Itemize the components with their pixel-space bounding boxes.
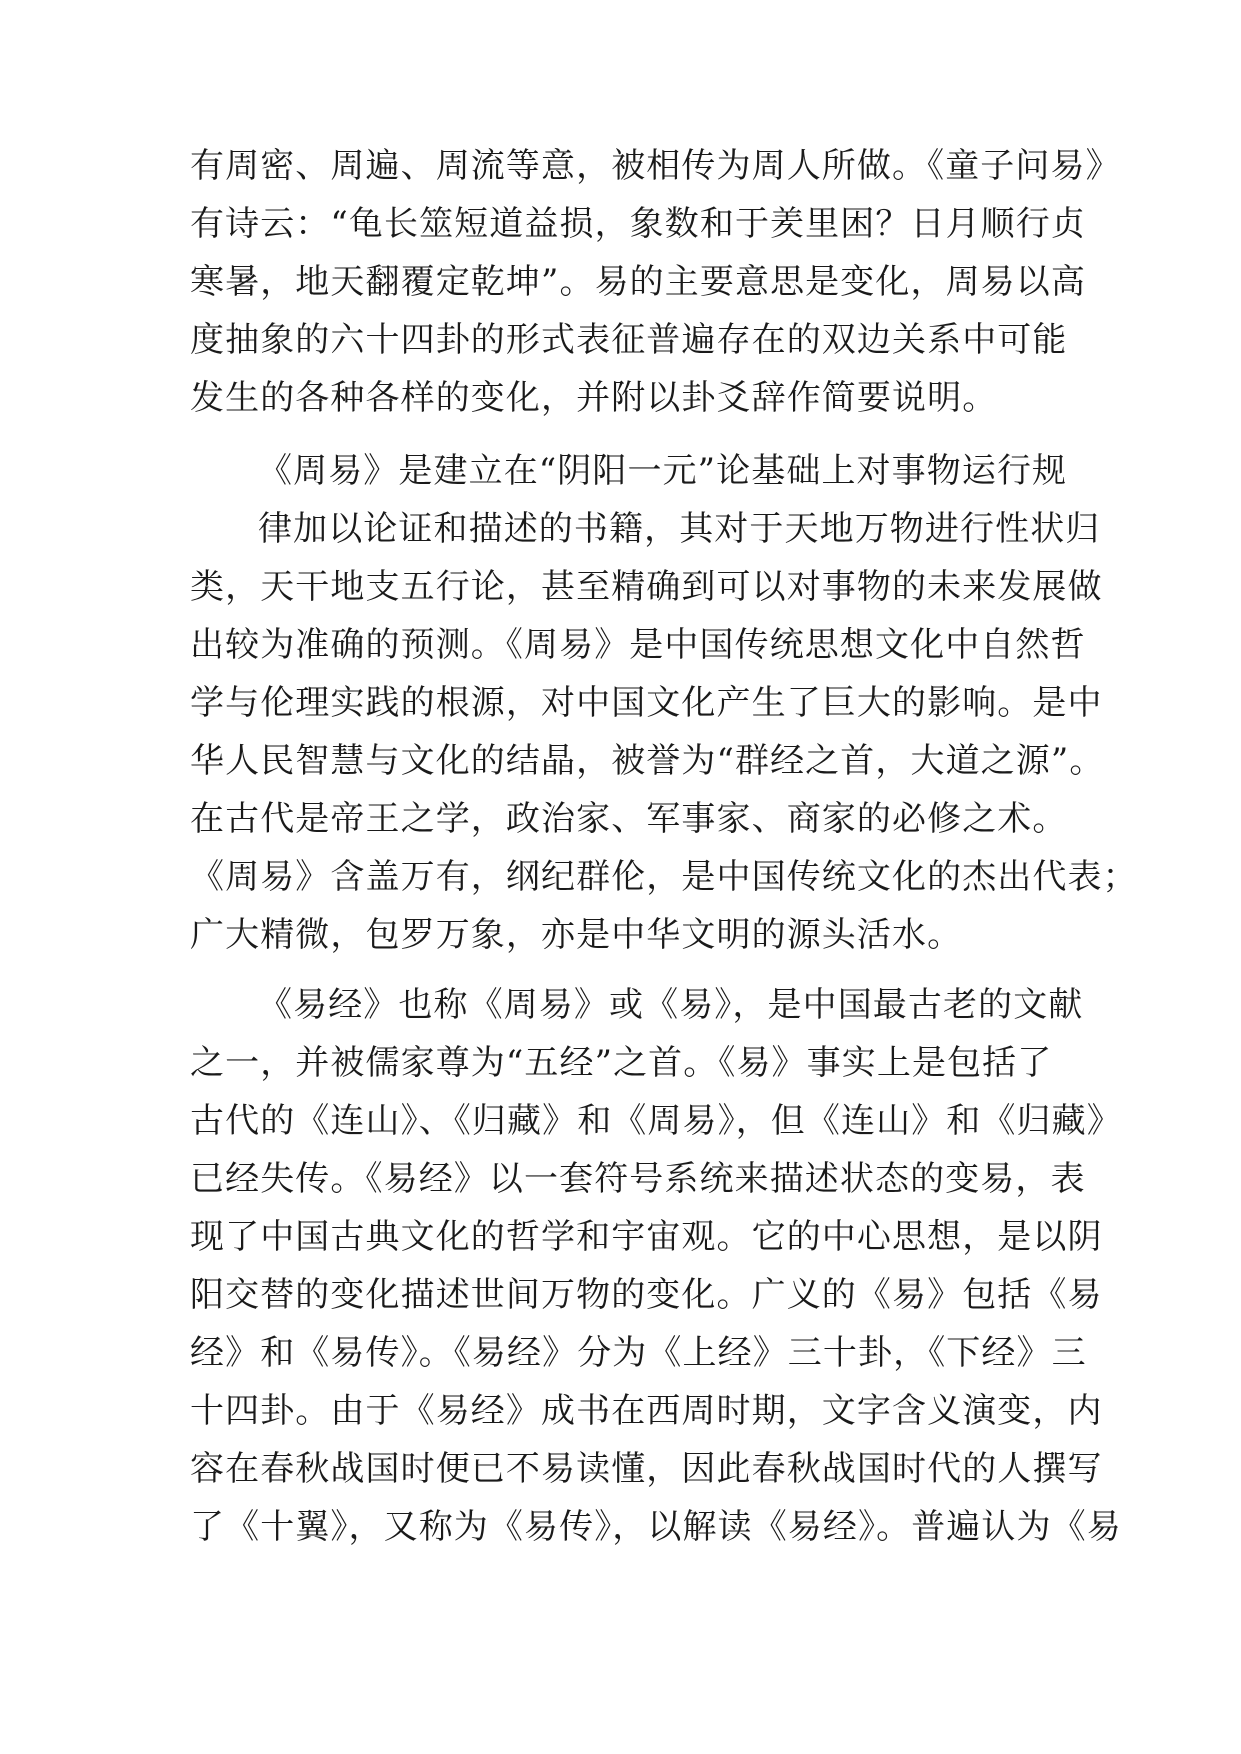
text-line: 律加以论证和描述的书籍，其对于天地万物进行性状归 (258, 509, 1101, 549)
text-line: 寒暑，地天翻覆定乾坤”。易的主要意思是变化，周易以高 (190, 262, 1086, 302)
text-line: 现了中国古典文化的哲学和宇宙观。它的中心思想，是以阴 (190, 1217, 1103, 1257)
text-line: 十四卦。由于《易经》成书在西周时期，文字含义演变，内 (190, 1391, 1103, 1431)
paragraph-start-line: 《周易》是建立在“阴阳一元”论基础上对事物运行规 (258, 451, 1068, 491)
text-line: 有诗云：“龟长筮短道益损，象数和于羑里困？日月顺行贞 (190, 204, 1086, 244)
text-line: 阳交替的变化描述世间万物的变化。广义的《易》包括《易 (190, 1275, 1103, 1315)
text-line: 古代的《连山》、《归藏》和《周易》，但《连山》和《归藏》 (190, 1101, 1122, 1141)
text-line: 容在春秋战国时便已不易读懂，因此春秋战国时代的人撰写 (190, 1449, 1103, 1489)
text-line: 广大精微，包罗万象，亦是中华文明的源头活水。 (190, 915, 963, 955)
text-line: 《周易》含盖万有，纲纪群伦，是中国传统文化的杰出代表； (190, 857, 1138, 897)
text-line: 经》和《易传》。《易经》分为《上经》三十卦，《下经》三 (190, 1333, 1087, 1373)
text-line: 类，天干地支五行论，甚至精确到可以对事物的未来发展做 (190, 567, 1103, 607)
text-line: 已经失传。《易经》以一套符号系统来描述状态的变易，表 (190, 1159, 1086, 1199)
text-line: 学与伦理实践的根源，对中国文化产生了巨大的影响。是中 (190, 683, 1103, 723)
text-line: 在古代是帝王之学，政治家、军事家、商家的必修之术。 (190, 799, 1068, 839)
text-line: 度抽象的六十四卦的形式表征普遍存在的双边关系中可能 (190, 320, 1068, 360)
text-line: 出较为准确的预测。《周易》是中国传统思想文化中自然哲 (190, 625, 1086, 665)
text-line: 华人民智慧与文化的结晶，被誉为“群经之首，大道之源”。 (190, 741, 1105, 781)
paragraph-start-line: 《易经》也称《周易》或《易》，是中国最古老的文献 (258, 985, 1084, 1025)
text-line: 之一，并被儒家尊为“五经”之首。《易》事实上是包括了 (190, 1043, 1053, 1083)
text-line: 发生的各种各样的变化，并附以卦爻辞作简要说明。 (190, 378, 998, 418)
text-line: 有周密、周遍、周流等意，被相传为周人所做。《童子问易》 (190, 146, 1121, 186)
text-line: 了《十翼》，又称为《易传》，以解读《易经》。普遍认为《易 (190, 1507, 1122, 1547)
